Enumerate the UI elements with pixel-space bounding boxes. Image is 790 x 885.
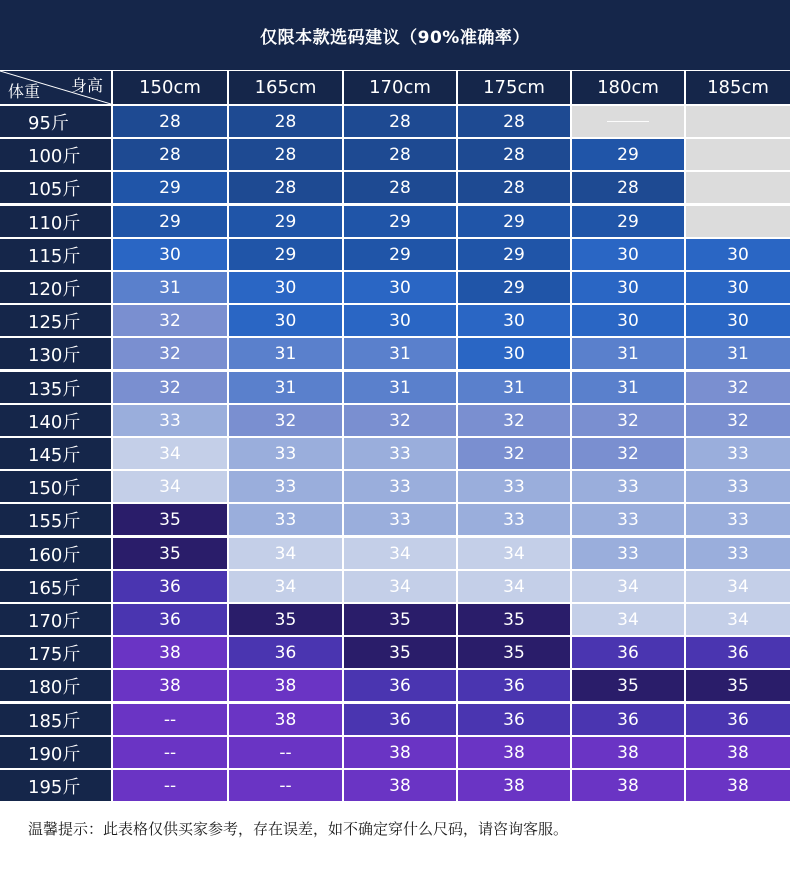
size-cell: 31	[229, 372, 342, 403]
size-cell: 28	[113, 139, 227, 170]
size-cell: 36	[344, 670, 456, 701]
size-cell: 28	[344, 172, 456, 203]
size-cell: 33	[229, 471, 342, 502]
size-cell: 38	[572, 737, 684, 768]
size-cell: 34	[113, 438, 227, 469]
size-cell: 35	[113, 538, 227, 569]
size-cell: 31	[686, 338, 790, 369]
size-cell: 33	[229, 438, 342, 469]
size-cell: 32	[686, 372, 790, 403]
size-cell: 29	[344, 239, 456, 270]
size-cell: 33	[458, 471, 570, 502]
size-cell	[686, 172, 790, 203]
size-cell: 28	[458, 139, 570, 170]
height-header-175cm: 175cm	[458, 71, 570, 104]
size-cell: 38	[229, 704, 342, 735]
size-cell: 36	[458, 670, 570, 701]
size-cell: 32	[572, 405, 684, 436]
size-cell: 31	[572, 338, 684, 369]
size-cell: 38	[572, 770, 684, 801]
size-cell: 30	[113, 239, 227, 270]
size-cell: 34	[344, 571, 456, 602]
weight-label: 145斤	[0, 438, 111, 469]
size-cell: 33	[344, 504, 456, 535]
size-cell: 32	[458, 438, 570, 469]
size-cell: 31	[229, 338, 342, 369]
size-cell: 32	[113, 338, 227, 369]
size-cell: 30	[229, 305, 342, 336]
size-cell: 36	[458, 704, 570, 735]
size-cell: 38	[344, 737, 456, 768]
weight-label: 160斤	[0, 538, 111, 569]
size-cell	[572, 106, 684, 137]
size-cell: 33	[686, 471, 790, 502]
size-cell: 33	[344, 438, 456, 469]
size-cell: 34	[229, 571, 342, 602]
size-cell: 29	[229, 206, 342, 237]
weight-label: 175斤	[0, 637, 111, 668]
size-cell: 31	[113, 272, 227, 303]
weight-axis-label: 体重	[8, 82, 41, 101]
size-cell	[686, 139, 790, 170]
height-axis-label: 身高	[70, 76, 103, 95]
size-cell: 33	[344, 471, 456, 502]
size-cell: 38	[229, 670, 342, 701]
size-cell: 32	[458, 405, 570, 436]
weight-label: 110斤	[0, 206, 111, 237]
weight-label: 190斤	[0, 737, 111, 768]
size-cell: 34	[458, 538, 570, 569]
size-cell: 28	[229, 172, 342, 203]
size-cell: 36	[572, 704, 684, 735]
size-cell: 36	[344, 704, 456, 735]
size-cell: 28	[344, 106, 456, 137]
weight-label: 105斤	[0, 172, 111, 203]
size-cell: 30	[686, 239, 790, 270]
size-cell: 33	[572, 471, 684, 502]
height-header-170cm: 170cm	[344, 71, 456, 104]
size-cell: 34	[113, 471, 227, 502]
weight-label: 100斤	[0, 139, 111, 170]
size-cell: 36	[686, 637, 790, 668]
size-cell: 32	[113, 305, 227, 336]
footnote: 温馨提示：此表格仅供买家参考，存在误差，如不确定穿什么尺码，请咨询客服。	[28, 820, 569, 838]
weight-label: 185斤	[0, 704, 111, 735]
size-cell: 38	[686, 770, 790, 801]
size-cell: 29	[229, 239, 342, 270]
corner-header	[0, 71, 111, 104]
size-cell: 29	[344, 206, 456, 237]
size-cell: 28	[458, 106, 570, 137]
size-cell: 33	[458, 504, 570, 535]
size-cell: 30	[572, 305, 684, 336]
size-cell: --	[113, 737, 227, 768]
size-cell: 34	[344, 538, 456, 569]
weight-label: 95斤	[0, 106, 111, 137]
size-cell: 34	[572, 571, 684, 602]
size-cell: 30	[686, 272, 790, 303]
size-cell-value	[607, 121, 649, 122]
size-cell: 28	[113, 106, 227, 137]
size-cell: 32	[686, 405, 790, 436]
size-cell: 35	[458, 604, 570, 635]
size-cell: 31	[572, 372, 684, 403]
size-cell: 31	[344, 372, 456, 403]
size-cell: 34	[458, 571, 570, 602]
size-cell: 32	[113, 372, 227, 403]
weight-label: 165斤	[0, 571, 111, 602]
size-cell: 29	[572, 139, 684, 170]
size-cell: 38	[113, 637, 227, 668]
size-cell: 29	[458, 272, 570, 303]
size-cell: 38	[113, 670, 227, 701]
size-cell: 30	[344, 305, 456, 336]
size-cell: 30	[686, 305, 790, 336]
size-cell: 30	[229, 272, 342, 303]
size-cell: 38	[686, 737, 790, 768]
size-cell: 38	[458, 737, 570, 768]
size-cell: 35	[344, 604, 456, 635]
size-cell: 33	[229, 504, 342, 535]
weight-label: 120斤	[0, 272, 111, 303]
table-title: 仅限本款选码建议（90%准确率）	[0, 0, 790, 70]
size-cell: 36	[113, 604, 227, 635]
weight-label: 130斤	[0, 338, 111, 369]
weight-label: 155斤	[0, 504, 111, 535]
size-cell	[686, 206, 790, 237]
size-cell: 34	[686, 571, 790, 602]
size-cell: 33	[113, 405, 227, 436]
size-cell: 35	[113, 504, 227, 535]
size-cell: 33	[572, 538, 684, 569]
size-cell: 29	[458, 206, 570, 237]
size-cell: 28	[572, 172, 684, 203]
size-cell: 36	[229, 637, 342, 668]
size-cell: 30	[572, 239, 684, 270]
weight-label: 135斤	[0, 372, 111, 403]
size-cell: 34	[572, 604, 684, 635]
size-cell: 30	[344, 272, 456, 303]
size-cell: 35	[344, 637, 456, 668]
size-cell: 33	[572, 504, 684, 535]
size-cell: 36	[113, 571, 227, 602]
weight-label: 195斤	[0, 770, 111, 801]
size-cell: 30	[458, 305, 570, 336]
size-cell: 33	[686, 538, 790, 569]
size-cell: 35	[572, 670, 684, 701]
size-cell: 31	[344, 338, 456, 369]
height-header-165cm: 165cm	[229, 71, 342, 104]
weight-label: 115斤	[0, 239, 111, 270]
size-cell: --	[229, 770, 342, 801]
height-header-150cm: 150cm	[113, 71, 227, 104]
size-cell: 32	[229, 405, 342, 436]
size-cell: --	[113, 704, 227, 735]
size-cell: 35	[458, 637, 570, 668]
size-cell: 30	[458, 338, 570, 369]
weight-label: 150斤	[0, 471, 111, 502]
size-cell: 34	[686, 604, 790, 635]
size-cell: 28	[344, 139, 456, 170]
size-cell: 29	[572, 206, 684, 237]
size-cell: 28	[229, 106, 342, 137]
weight-label: 140斤	[0, 405, 111, 436]
weight-label: 170斤	[0, 604, 111, 635]
size-cell: 29	[113, 206, 227, 237]
size-cell: 33	[686, 504, 790, 535]
size-cell: 38	[344, 770, 456, 801]
size-cell	[686, 106, 790, 137]
size-cell: 28	[458, 172, 570, 203]
size-cell: 30	[572, 272, 684, 303]
size-cell: 32	[572, 438, 684, 469]
size-cell: 35	[686, 670, 790, 701]
size-cell: --	[229, 737, 342, 768]
size-cell: 36	[686, 704, 790, 735]
size-cell: 29	[458, 239, 570, 270]
size-cell: 29	[113, 172, 227, 203]
weight-label: 180斤	[0, 670, 111, 701]
size-cell: 35	[229, 604, 342, 635]
size-cell: 33	[686, 438, 790, 469]
size-cell: 32	[344, 405, 456, 436]
size-cell: 28	[229, 139, 342, 170]
height-header-185cm: 185cm	[686, 71, 790, 104]
size-cell: 38	[458, 770, 570, 801]
size-cell: 31	[458, 372, 570, 403]
weight-label: 125斤	[0, 305, 111, 336]
height-header-180cm: 180cm	[572, 71, 684, 104]
size-cell: --	[113, 770, 227, 801]
size-cell: 36	[572, 637, 684, 668]
size-cell: 34	[229, 538, 342, 569]
